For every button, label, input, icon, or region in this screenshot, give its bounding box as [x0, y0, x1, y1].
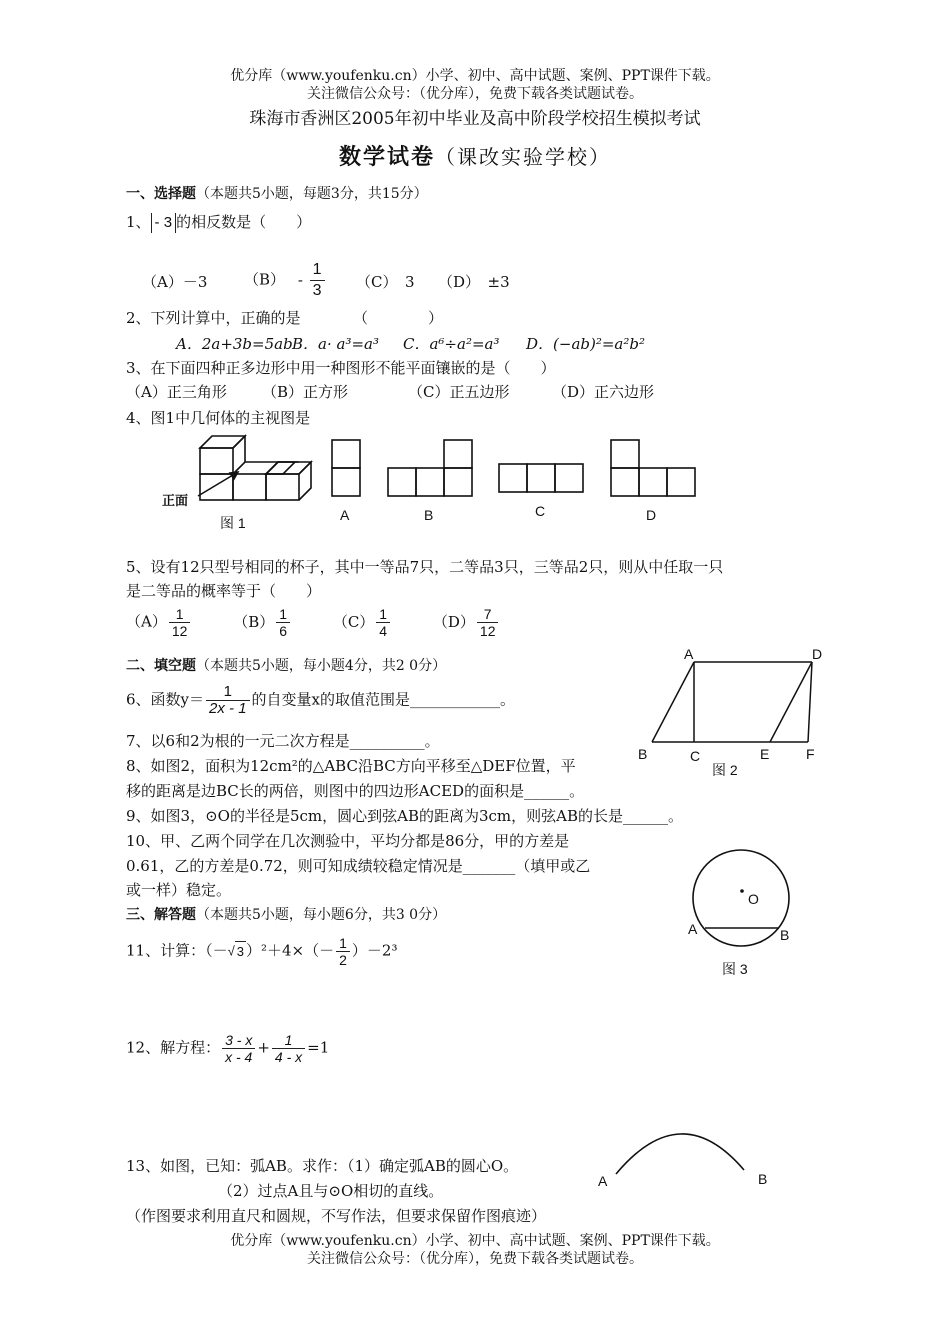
q4-figures	[140, 428, 710, 536]
q1-optb-fraction	[310, 260, 325, 301]
option-c-view	[499, 464, 583, 492]
option-a-view	[332, 440, 360, 496]
question-5-line-1: 5、设有12只型号相同的杯子，其中一等品7只，二等品3只，三等品2只，则从中任取一只	[126, 558, 724, 576]
q1-text: 的相反数是（ ）	[176, 213, 312, 231]
question-5-line-2: 是二等品的概率等于（ ）	[126, 582, 322, 600]
q12-fraction-1	[222, 1032, 255, 1065]
fig3-label-a: A	[688, 921, 698, 937]
header-line-1: 优分库（www.youfenku.cn）小学、初中、高中试题、案例、PPT课件下载。	[230, 68, 720, 84]
fig3-caption: 图 3	[722, 961, 748, 977]
fig3-label-o: O	[748, 891, 759, 907]
question-1-stem	[126, 212, 311, 233]
q6-suffix: 的自变量x的取值范围是____________。	[251, 690, 516, 709]
section-2-heading	[126, 656, 446, 676]
exam-name: 珠海市香洲区2005年初中毕业及高中阶段学校招生模拟考试	[249, 109, 701, 129]
q11-fraction	[336, 935, 350, 968]
option-d-label: D	[646, 507, 657, 523]
q2-option-a: A．2a+3b=5ab	[176, 335, 293, 353]
q11-suffix: ）－2³	[351, 941, 398, 960]
q1-option-c: （C） 3	[356, 273, 415, 291]
q1-option-d: （D） ±3	[438, 273, 510, 291]
q3-option-a: （A）正三角形	[126, 383, 227, 401]
q2-option-b: B．a· a³=a³	[292, 335, 379, 353]
q5-optc-num: 1	[376, 606, 390, 623]
q12-suffix: =1	[307, 1038, 330, 1057]
section-1-title: 一、选择题	[126, 186, 196, 202]
option-b-view	[388, 440, 472, 496]
question-13-line-3: （作图要求利用直尺和圆规，不写作法，但要求保留作图痕迹）	[126, 1207, 547, 1225]
fig2-label-c: C	[690, 748, 701, 764]
fig2-label-f: F	[806, 746, 815, 762]
q3-option-b: （B）正方形	[262, 383, 349, 401]
question-11	[126, 935, 397, 968]
q12-den2: 4 - x	[274, 1049, 303, 1065]
figure-1-caption: 图 1	[220, 515, 246, 531]
front-label: 正面	[162, 493, 189, 508]
q11-num: 1	[336, 935, 350, 952]
question-6	[126, 684, 515, 717]
q6-fraction	[206, 684, 250, 717]
q12-den1: x - 4	[225, 1049, 253, 1065]
section-2-title: 二、填空题	[126, 658, 196, 674]
figure-3	[676, 840, 806, 985]
q6-prefix: 6、函数y＝	[126, 690, 205, 709]
q5-optb-den: 6	[279, 623, 288, 639]
absolute-value-expression: - 3	[151, 213, 177, 233]
title-sub: （课改实验学校）	[435, 145, 611, 169]
question-4-stem: 4、图1中几何体的主视图是	[126, 409, 311, 427]
question-9: 9、如图3，⊙O的半径是5cm，圆心到弦AB的距离为3cm，则弦AB的长是______。	[126, 807, 684, 825]
q12-fraction-2	[272, 1032, 305, 1065]
fig3-label-b: B	[780, 927, 790, 943]
option-a-label: A	[340, 507, 350, 523]
figure-1-solid	[198, 436, 311, 500]
q13-arc-figure	[594, 1122, 784, 1194]
q1-number: 1、	[126, 213, 151, 231]
q3-option-c: （C）正五边形	[408, 383, 510, 401]
page-title	[0, 142, 950, 172]
q6-den: 2x - 1	[209, 700, 247, 717]
question-12	[126, 1032, 329, 1065]
q5-opta-den: 12	[171, 623, 188, 639]
q12-prefix: 12、解方程：	[126, 1038, 221, 1057]
q1-option-a: （A）－3	[142, 273, 208, 291]
q1-optb-den: 3	[312, 282, 322, 299]
question-7: 7、以6和2为根的一元二次方程是__________。	[126, 732, 440, 750]
q12-num1: 3 - x	[222, 1032, 255, 1049]
q11-mid: ）²＋4×（－	[245, 941, 335, 960]
header-line-2: 关注微信公众号：（优分库），免费下载各类试题试卷。	[307, 86, 643, 102]
q11-prefix: 11、计算：（－	[126, 941, 228, 960]
fig2-caption: 图 2	[712, 762, 738, 778]
title-main: 数学试卷	[338, 144, 435, 170]
q5-optd-fraction	[477, 606, 499, 639]
question-10-line-3: 或一样）稳定。	[126, 881, 232, 899]
q13-label-a: A	[598, 1173, 608, 1189]
fig2-label-a: A	[684, 646, 694, 662]
q1-optb-label: （B）	[244, 270, 286, 289]
footer-line-1: 优分库（www.youfenku.cn）小学、初中、高中试题、案例、PPT课件下载。	[230, 1233, 720, 1249]
q5-optb-num: 1	[276, 606, 290, 623]
q5-optc-fraction	[376, 606, 390, 639]
fig2-label-e: E	[760, 746, 770, 762]
section-1-note: （本题共5小题，每题3分，共15分）	[196, 186, 428, 202]
question-2-stem: 2、下列计算中，正确的是 （ ）	[126, 309, 444, 327]
q12-plus: +	[257, 1038, 270, 1057]
q5-options	[126, 606, 500, 639]
q13-label-b: B	[758, 1171, 768, 1187]
figure-2	[632, 642, 842, 782]
q11-radical: √	[227, 943, 235, 959]
option-b-label: B	[424, 507, 434, 523]
q1-optb-sign: -	[297, 270, 303, 289]
q3-option-d: （D）正六边形	[552, 383, 655, 401]
section-3-title: 三、解答题	[126, 907, 196, 923]
q5-optb-fraction	[276, 606, 290, 639]
q11-sqrt-content: 3	[235, 941, 246, 962]
section-3-heading	[126, 905, 446, 925]
fig2-label-b: B	[638, 746, 648, 762]
question-8-line-1: 8、如图2，面积为12cm²的△ABC沿BC方向平移至△DEF位置，平	[126, 757, 576, 775]
section-2-note: （本题共5小题，每小题4分，共2 0分）	[196, 658, 447, 674]
q1-optb-num: 1	[310, 260, 325, 281]
q5-optd-num: 7	[477, 606, 499, 623]
q5-optc-label: （C）	[332, 612, 375, 631]
q6-num: 1	[206, 684, 250, 701]
q2-option-d: D．(−ab)²=a²b²	[526, 335, 645, 353]
q2-option-c: C．a⁶÷a²=a³	[403, 335, 500, 353]
option-c-label: C	[535, 503, 546, 519]
q1-option-b	[244, 260, 327, 301]
question-8-line-2: 移的距离是边BC长的两倍，则图中的四边形ACED的面积是______。	[126, 782, 585, 800]
question-10-line-1: 10、甲、乙两个同学在几次测验中，平均分都是86分，甲的方差是	[126, 832, 570, 850]
section-1-heading	[126, 184, 428, 204]
question-13-line-1: 13、如图，已知：弧AB。求作：（1）确定弧AB的圆心O。	[126, 1157, 519, 1175]
option-d-view	[611, 440, 695, 496]
q5-optb-label: （B）	[233, 612, 275, 631]
q11-den: 2	[339, 952, 347, 968]
footer-line-2: 关注微信公众号：（优分库），免费下载各类试题试卷。	[307, 1251, 643, 1267]
q5-opta-fraction	[169, 606, 191, 639]
question-3-stem: 3、在下面四种正多边形中用一种图形不能平面镶嵌的是（ ）	[126, 359, 556, 377]
fig2-label-d: D	[812, 646, 823, 662]
section-3-note: （本题共5小题，每小题6分，共3 0分）	[196, 907, 447, 923]
q5-opta-label: （A）	[126, 612, 167, 631]
question-13-line-2: （2）过点A且与⊙O相切的直线。	[218, 1182, 444, 1200]
question-10-line-2: 0.61，乙的方差是0.72，则可知成绩较稳定情况是_______（填甲或乙	[126, 857, 591, 875]
q5-optc-den: 4	[379, 623, 388, 639]
q5-optd-den: 12	[479, 623, 496, 639]
q12-num2: 1	[272, 1032, 305, 1049]
q5-optd-label: （D）	[432, 612, 475, 631]
q5-opta-num: 1	[169, 606, 191, 623]
